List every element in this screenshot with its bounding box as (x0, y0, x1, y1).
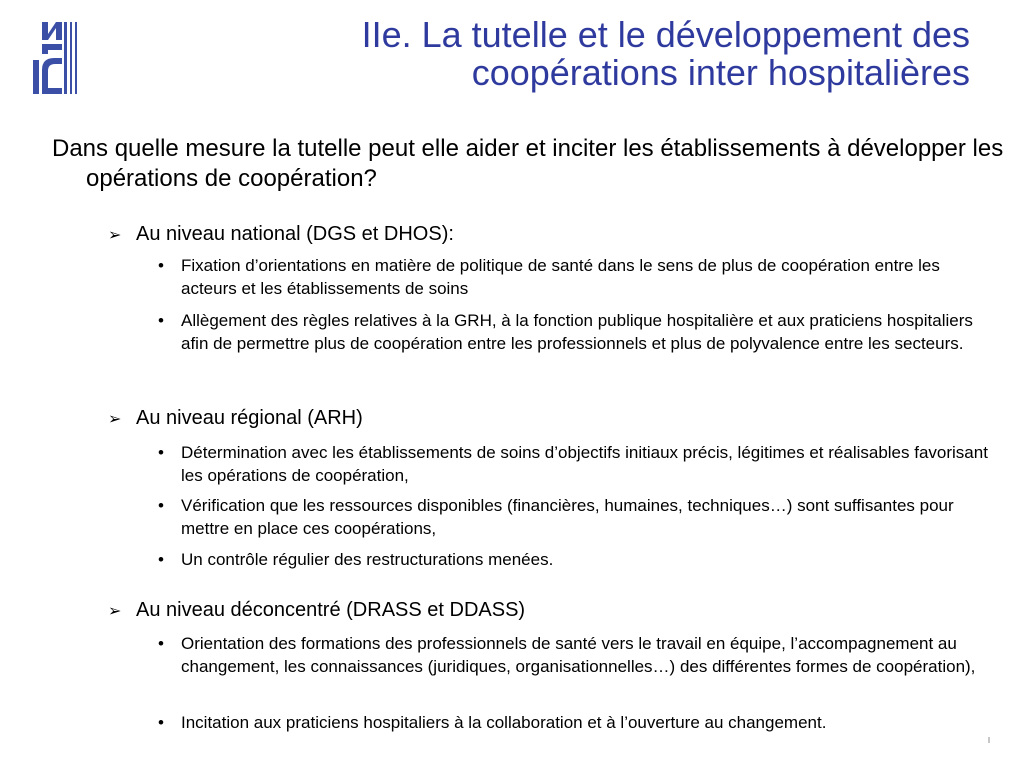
bullet-text: Un contrôle régulier des restructurations menées. (181, 550, 554, 569)
bullet-dot-icon: • (158, 443, 164, 462)
section-heading-deconcentrated (108, 598, 525, 624)
slide-title-line-2: coopérations inter hospitalières (471, 52, 970, 93)
arrow-bullet-icon: ➢ (108, 603, 122, 620)
bullet-dot-icon: • (158, 550, 164, 569)
bullet-item (158, 494, 988, 540)
slide-title-line-1: IIe. La tutelle et le développement des (361, 14, 970, 55)
bullet-text: Incitation aux praticiens hospitaliers à la collaboration et à l’ouverture au changement. (181, 713, 827, 732)
bullet-item (158, 548, 988, 571)
bullet-item (158, 711, 988, 734)
section-heading-text: Au niveau régional (ARH) (136, 407, 363, 429)
bullet-dot-icon: • (158, 256, 164, 275)
main-question: Dans quelle mesure la tutelle peut elle aider et inciter les établissements à développer les opérations de coopération? (52, 135, 1004, 192)
section-heading-national (108, 222, 454, 248)
bullet-text: Fixation d’orientations en matière de politique de santé dans le sens de plus de coopération entre les acteurs et les établissements de soins (181, 256, 940, 298)
bullet-text: Allègement des règles relatives à la GRH, à la fonction publique hospitalière et aux praticiens hospitaliers afin de permettre plus de coopération entre les professionnels et plus de polyvalence entre les secteurs. (181, 311, 973, 353)
bullet-dot-icon: • (158, 496, 164, 515)
bullet-dot-icon: • (158, 713, 164, 732)
slide-title (150, 16, 970, 92)
bullet-item (158, 254, 988, 300)
section-heading-text: Au niveau déconcentré (DRASS et DDASS) (136, 599, 526, 621)
bullet-item (158, 441, 988, 487)
page-mark (988, 737, 990, 743)
section-heading-regional (108, 406, 363, 432)
section-heading-text: Au niveau national (DGS et DHOS): (136, 223, 454, 245)
bullet-text: Orientation des formations des professionnels de santé vers le travail en équipe, l’accompagnement au changement, les connaissances (juridiques, organisationnelles…) des différentes formes de coopération), (181, 634, 976, 676)
bullet-item (158, 632, 988, 678)
cnam-logo-mark (28, 14, 84, 98)
bullet-text: Détermination avec les établissements de soins d’objectifs initiaux précis, légitimes et réalisables favorisant les opérations de coopération, (181, 443, 988, 485)
bullet-item (158, 309, 988, 355)
arrow-bullet-icon: ➢ (108, 227, 122, 244)
cnam-logo (28, 14, 84, 98)
arrow-bullet-icon: ➢ (108, 411, 122, 428)
bullet-dot-icon: • (158, 311, 164, 330)
bullet-dot-icon: • (158, 634, 164, 653)
bullet-text: Vérification que les ressources disponibles (financières, humaines, techniques…) sont suffisantes pour mettre en place ces coopérations, (181, 496, 954, 538)
